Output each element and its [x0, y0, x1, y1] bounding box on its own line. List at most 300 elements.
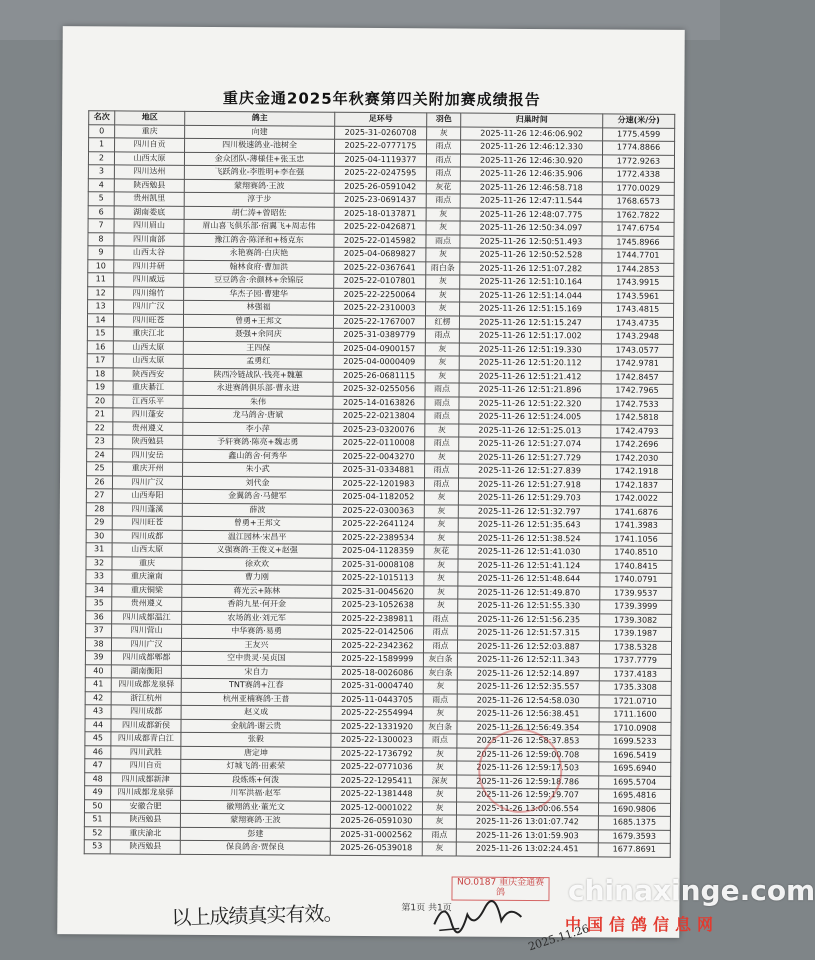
- region-cell: 重庆开州: [113, 462, 183, 476]
- region-cell: 安徽合肥: [110, 799, 180, 813]
- owner-cell: 刘代金: [182, 476, 332, 490]
- report-sheet: [57, 26, 685, 954]
- region-cell: 山西太原: [114, 151, 184, 165]
- ring-number-cell: 2025-23-0691437: [334, 193, 426, 207]
- region-cell: 重庆: [112, 556, 182, 570]
- feather-color-cell: 雨点: [425, 396, 459, 410]
- rank-cell: 8: [88, 232, 114, 246]
- region-cell: 山西太谷: [114, 246, 184, 260]
- region-cell: 重庆綦江: [113, 381, 183, 395]
- feather-color-cell: 雨点: [426, 234, 460, 248]
- ring-number-cell: 2025-22-1300023: [331, 733, 423, 747]
- owner-cell: 蒙翔赛鸽·王波: [180, 813, 330, 827]
- owner-cell: 予轩赛鸽·陈亮+魏志勇: [183, 435, 333, 449]
- owner-cell: 龙马鸽舍·唐斌: [183, 408, 333, 422]
- feather-color-cell: 灰: [424, 531, 458, 545]
- rank-cell: 3: [88, 165, 114, 179]
- ring-number-cell: 2025-32-0255056: [333, 382, 425, 396]
- feather-color-cell: 雨点: [425, 383, 459, 397]
- results-table: [84, 84, 676, 857]
- region-cell: 江西乐平: [113, 394, 183, 408]
- ring-number-cell: 2025-22-2389534: [332, 531, 424, 545]
- owner-cell: 飞跃鸽业-李胜明+李在强: [184, 165, 334, 179]
- arrival-time-cell: 2025-11-26 12:50:52.528: [460, 248, 602, 262]
- rank-cell: 6: [88, 205, 114, 219]
- rank-cell: 52: [84, 826, 110, 840]
- signature-date: 2025.11.26: [526, 921, 591, 954]
- ring-number-cell: 2025-22-2389811: [332, 612, 424, 626]
- ring-number-cell: 2025-26-0591030: [330, 814, 422, 828]
- speed-cell: 1737.7779: [599, 654, 671, 668]
- arrival-time-cell: 2025-11-26 12:51:27.918: [458, 478, 600, 492]
- arrival-time-cell: 2025-11-26 12:51:19.330: [459, 343, 601, 357]
- arrival-time-cell: 2025-11-26 12:46:58.718: [460, 181, 602, 195]
- rank-cell: 37: [86, 624, 112, 638]
- feather-color-cell: 雨点: [424, 612, 458, 626]
- rank-cell: 35: [86, 597, 112, 611]
- arrival-time-cell: 2025-11-26 12:46:30.920: [460, 154, 602, 168]
- region-cell: 贵州遵义: [112, 597, 182, 611]
- feather-color-cell: 雨点: [423, 693, 457, 707]
- region-cell: 重庆铜梁: [112, 583, 182, 597]
- owner-cell: 杭州亚楠赛鸽·王普: [181, 692, 331, 706]
- ring-number-cell: 2025-22-1589999: [331, 652, 423, 666]
- speed-cell: 1737.4183: [599, 667, 671, 681]
- owner-cell: 宋自力: [181, 665, 331, 679]
- rank-cell: 42: [85, 691, 111, 705]
- feather-color-cell: 灰白条: [423, 653, 457, 667]
- region-cell: 陕西西安: [113, 367, 183, 381]
- ring-number-cell: 2025-31-0002562: [330, 828, 422, 842]
- region-cell: 四川绵竹: [114, 286, 184, 300]
- owner-cell: 陕西冷链战队·钱亮+魏蕙: [183, 368, 333, 382]
- arrival-time-cell: 2025-11-26 13:02:24.451: [456, 842, 598, 856]
- feather-color-cell: 灰: [426, 221, 460, 235]
- ring-number-cell: 2025-22-2641124: [332, 517, 424, 531]
- feather-color-cell: 红楞: [425, 315, 459, 329]
- owner-cell: 川军洪福·赵军: [181, 786, 331, 800]
- owner-cell: 蒋光云+陈林: [182, 584, 332, 598]
- arrival-time-cell: 2025-11-26 12:58:37.853: [457, 734, 599, 748]
- ring-number-cell: 2025-22-0145982: [334, 234, 426, 248]
- rank-cell: 36: [86, 610, 112, 624]
- feather-color-cell: 灰: [422, 842, 456, 856]
- owner-cell: 空中贵灵·吴贞国: [181, 651, 331, 665]
- owner-cell: 保良鸽舍·贾保良: [180, 840, 330, 854]
- arrival-time-cell: 2025-11-26 12:46:06.902: [461, 127, 603, 141]
- speed-cell: 1679.3593: [598, 829, 670, 843]
- arrival-time-cell: 2025-11-26 13:00:06.554: [456, 802, 598, 816]
- ring-number-cell: 2025-22-0771036: [331, 760, 423, 774]
- ring-number-cell: 2025-22-1201983: [332, 477, 424, 491]
- rank-cell: 11: [88, 273, 114, 287]
- rank-cell: 48: [85, 772, 111, 786]
- ring-number-cell: 2025-22-0043270: [333, 450, 425, 464]
- speed-cell: 1743.5961: [602, 289, 674, 303]
- col-owner-header: 鸽主: [185, 111, 335, 125]
- col-color-header: 羽色: [427, 113, 461, 127]
- owner-cell: 农场鸽业·刘元军: [182, 611, 332, 625]
- col-speed-header: 分速(米/分): [603, 114, 675, 128]
- region-cell: 山西太原: [113, 340, 183, 354]
- arrival-time-cell: 2025-11-26 12:51:25.013: [459, 424, 601, 438]
- region-cell: 四川蓬溪: [112, 502, 182, 516]
- speed-cell: 1742.8457: [601, 370, 673, 384]
- feather-color-cell: 灰: [427, 126, 461, 140]
- rank-cell: 34: [86, 583, 112, 597]
- feather-color-cell: 灰白条: [423, 666, 457, 680]
- speed-cell: 1745.8966: [602, 235, 674, 249]
- arrival-time-cell: 2025-11-26 12:50:34.097: [460, 221, 602, 235]
- region-cell: 四川威远: [114, 273, 184, 287]
- rank-cell: 33: [86, 570, 112, 584]
- arrival-time-cell: 2025-11-26 12:52:03.887: [457, 640, 599, 654]
- rank-cell: 15: [87, 327, 113, 341]
- arrival-time-cell: 2025-11-26 12:48:07.775: [460, 208, 602, 222]
- owner-cell: 林强福: [184, 300, 334, 314]
- feather-color-cell: 灰: [424, 491, 458, 505]
- feather-color-cell: 灰: [423, 707, 457, 721]
- col-region-header: 地区: [115, 111, 185, 125]
- owner-cell: 徽翔鸽业·董光文: [180, 800, 330, 814]
- feather-color-cell: 灰: [426, 288, 460, 302]
- ring-number-cell: 2025-04-1182052: [332, 490, 424, 504]
- arrival-time-cell: 2025-11-26 12:51:07.282: [460, 262, 602, 276]
- speed-cell: 1743.4815: [602, 303, 674, 317]
- owner-cell: 唐定坤: [181, 746, 331, 760]
- ring-number-cell: 2025-12-0001022: [330, 801, 422, 815]
- arrival-time-cell: 2025-11-26 12:51:21.896: [459, 383, 601, 397]
- owner-cell: 中华赛鸽·易勇: [182, 624, 332, 638]
- region-cell: 四川眉山: [114, 219, 184, 233]
- rank-cell: 39: [85, 651, 111, 665]
- table-row: [84, 840, 670, 857]
- region-cell: 四川南部: [114, 232, 184, 246]
- feather-color-cell: 灰: [425, 450, 459, 464]
- table-body: [84, 124, 674, 857]
- ring-number-cell: 2025-31-0389779: [333, 328, 425, 342]
- rank-cell: 49: [85, 786, 111, 800]
- rank-cell: 18: [87, 367, 113, 381]
- ring-number-cell: 2025-22-1736792: [331, 747, 423, 761]
- owner-cell: 豫江鸽舍·陈泽和+杨克东: [184, 233, 334, 247]
- arrival-time-cell: 2025-11-26 12:51:21.412: [459, 370, 601, 384]
- speed-cell: 1742.2030: [601, 451, 673, 465]
- rank-cell: 19: [87, 381, 113, 395]
- owner-cell: 金众团队-薄様佳+张玉忠: [184, 152, 334, 166]
- speed-cell: 1739.3999: [600, 600, 672, 614]
- arrival-time-cell: 2025-11-26 12:50:51.493: [460, 235, 602, 249]
- rank-cell: 12: [88, 286, 114, 300]
- arrival-time-cell: 2025-11-26 12:51:27.074: [459, 437, 601, 451]
- rank-cell: 7: [88, 219, 114, 233]
- owner-cell: 蒙翔赛鸽·王波: [184, 179, 334, 193]
- region-cell: 贵州凯里: [114, 192, 184, 206]
- region-cell: 四川广汉: [111, 637, 181, 651]
- speed-cell: 1695.4816: [599, 789, 671, 803]
- speed-cell: 1711.1600: [599, 708, 671, 722]
- ring-number-cell: 2025-22-1331920: [331, 720, 423, 734]
- region-cell: 四川成都: [112, 529, 182, 543]
- speed-cell: 1741.6876: [600, 505, 672, 519]
- feather-color-cell: 灰: [423, 761, 457, 775]
- feather-color-cell: 灰: [426, 207, 460, 221]
- rank-cell: 1: [89, 138, 115, 152]
- rank-cell: 0: [89, 124, 115, 138]
- rank-cell: 21: [87, 408, 113, 422]
- region-cell: 四川成都郫都: [111, 651, 181, 665]
- speed-cell: 1741.1056: [600, 532, 672, 546]
- speed-cell: 1740.0791: [600, 573, 672, 587]
- arrival-time-cell: 2025-11-26 12:51:17.002: [459, 329, 601, 343]
- rank-cell: 40: [85, 664, 111, 678]
- feather-color-cell: 灰: [424, 585, 458, 599]
- arrival-time-cell: 2025-11-26 12:52:11.343: [457, 653, 599, 667]
- feather-color-cell: 灰: [426, 275, 460, 289]
- arrival-time-cell: 2025-11-26 12:46:12.330: [461, 140, 603, 154]
- speed-cell: 1695.5704: [599, 775, 671, 789]
- region-cell: 湖南娄底: [114, 205, 184, 219]
- feather-color-cell: 雨点: [425, 464, 459, 478]
- arrival-time-cell: 2025-11-26 13:01:59.903: [456, 829, 598, 843]
- region-cell: 四川成都龙泉驿: [111, 786, 181, 800]
- ring-number-cell: 2025-18-0137871: [334, 207, 426, 221]
- ring-number-cell: 2025-22-0110008: [333, 436, 425, 450]
- rank-cell: 29: [86, 516, 112, 530]
- region-cell: 四川自贡: [111, 759, 181, 773]
- col-rank-header: 名次: [89, 111, 115, 125]
- arrival-time-cell: 2025-11-26 12:51:15.247: [459, 316, 601, 330]
- region-cell: 山西太原: [113, 354, 183, 368]
- arrival-time-cell: 2025-11-26 12:56:49.354: [457, 721, 599, 735]
- ring-number-cell: 2025-22-2310003: [334, 301, 426, 315]
- owner-cell: 眉山喜飞俱乐部·宿翼飞+周志伟: [184, 219, 334, 233]
- page-number: 第1页 共1页: [401, 903, 452, 914]
- rank-cell: 31: [86, 543, 112, 557]
- owner-cell: 聂强+余同庆: [183, 327, 333, 341]
- speed-cell: 1710.0908: [599, 721, 671, 735]
- speed-cell: 1739.3082: [600, 613, 672, 627]
- owner-cell: 孟勇红: [183, 354, 333, 368]
- ring-number-cell: 2025-04-1119377: [334, 153, 426, 167]
- ring-number-cell: 2025-31-0008108: [332, 558, 424, 572]
- arrival-time-cell: 2025-11-26 12:51:32.797: [458, 505, 600, 519]
- feather-color-cell: 灰: [423, 680, 457, 694]
- arrival-time-cell: 2025-11-26 12:51:57.315: [458, 626, 600, 640]
- owner-cell: 段炼炼+何泼: [181, 773, 331, 787]
- speed-cell: 1744.7701: [602, 249, 674, 263]
- rank-cell: 25: [87, 462, 113, 476]
- feather-color-cell: 雨点: [425, 437, 459, 451]
- region-cell: 四川成都温江: [112, 610, 182, 624]
- speed-cell: 1690.9806: [598, 802, 670, 816]
- feather-color-cell: 雨白条: [426, 261, 460, 275]
- region-cell: 四川成都新侯: [111, 718, 181, 732]
- feather-color-cell: 灰: [424, 599, 458, 613]
- owner-cell: 徐欢欢: [182, 557, 332, 571]
- speed-cell: 1742.7533: [601, 397, 673, 411]
- ring-number-cell: 2025-04-0900157: [333, 342, 425, 356]
- ring-number-cell: 2025-22-1381448: [331, 787, 423, 801]
- feather-color-cell: 灰: [422, 815, 456, 829]
- ring-number-cell: 2025-26-0591042: [334, 180, 426, 194]
- speed-cell: 1742.2696: [601, 438, 673, 452]
- region-cell: 重庆潼南: [112, 570, 182, 584]
- arrival-time-cell: 2025-11-26 12:51:24.005: [459, 410, 601, 424]
- rank-cell: 32: [86, 556, 112, 570]
- region-cell: 四川安岳: [113, 448, 183, 462]
- col-ring-header: 足环号: [335, 112, 427, 126]
- rank-cell: 47: [85, 759, 111, 773]
- feather-color-cell: 雨点: [427, 140, 461, 154]
- feather-color-cell: 灰: [423, 788, 457, 802]
- owner-cell: 香韵九星·何开金: [182, 597, 332, 611]
- region-cell: 山西寿阳: [112, 489, 182, 503]
- speed-cell: 1742.5818: [601, 411, 673, 425]
- speed-cell: 1696.5419: [599, 748, 671, 762]
- ring-number-cell: 2025-22-2342362: [331, 639, 423, 653]
- region-cell: 四川达州: [114, 165, 184, 179]
- ring-number-cell: 2025-22-0213804: [333, 409, 425, 423]
- speed-cell: 1699.5233: [599, 735, 671, 749]
- ring-number-cell: 2025-04-0689827: [334, 247, 426, 261]
- owner-cell: 义强赛鸽·王俊义+赵强: [182, 543, 332, 557]
- speed-cell: 1775.4599: [603, 127, 675, 141]
- owner-cell: 鑫山鸽舍·何秀华: [183, 449, 333, 463]
- ring-number-cell: 2025-31-0260708: [335, 126, 427, 140]
- speed-cell: 1743.0577: [601, 343, 673, 357]
- feather-color-cell: 灰: [424, 572, 458, 586]
- arrival-time-cell: 2025-11-26 12:51:20.112: [459, 356, 601, 370]
- ring-number-cell: 2025-22-1767007: [333, 315, 425, 329]
- owner-cell: TNT赛鸽+江春: [181, 678, 331, 692]
- region-cell: 陕西勉县: [110, 840, 180, 854]
- ring-number-cell: 2025-26-0681115: [333, 369, 425, 383]
- owner-cell: 灯城飞鸽·田素荣: [181, 759, 331, 773]
- speed-cell: 1735.3308: [599, 681, 671, 695]
- owner-cell: 李小萍: [183, 422, 333, 436]
- speed-cell: 1774.8866: [603, 141, 675, 155]
- region-cell: 四川成都新津: [111, 772, 181, 786]
- feather-color-cell: 灰: [426, 302, 460, 316]
- arrival-time-cell: 2025-11-26 12:51:38.524: [458, 532, 600, 546]
- watermark-subtitle: 中国信鸽信息网: [565, 915, 720, 934]
- feather-color-cell: 深灰: [423, 774, 457, 788]
- rectangular-stamp: NO.0187 重庆金通赛鸽: [451, 876, 549, 901]
- arrival-time-cell: 2025-11-26 12:51:15.169: [460, 302, 602, 316]
- arrival-time-cell: 2025-11-26 12:51:27.729: [459, 451, 601, 465]
- arrival-time-cell: 2025-11-26 12:51:14.044: [460, 289, 602, 303]
- ring-number-cell: 2025-31-0045620: [332, 585, 424, 599]
- ring-number-cell: 2025-31-0004740: [331, 679, 423, 693]
- rank-cell: 13: [88, 300, 114, 314]
- arrival-time-cell: 2025-11-26 12:51:22.320: [459, 397, 601, 411]
- feather-color-cell: 雨点: [423, 734, 457, 748]
- arrival-time-cell: 2025-11-26 12:47:11.544: [460, 194, 602, 208]
- feather-color-cell: 灰: [425, 342, 459, 356]
- feather-color-cell: 灰: [423, 747, 457, 761]
- arrival-time-cell: 2025-11-26 12:51:10.164: [460, 275, 602, 289]
- speed-cell: 1685.1375: [598, 816, 670, 830]
- rank-cell: 50: [84, 799, 110, 813]
- owner-cell: 彭建: [180, 827, 330, 841]
- owner-cell: 王友兴: [181, 638, 331, 652]
- owner-cell: 曹力刚: [182, 570, 332, 584]
- speed-cell: 1744.2853: [602, 262, 674, 276]
- region-cell: 四川广汉: [114, 300, 184, 314]
- ring-number-cell: 2025-26-0539018: [330, 841, 422, 855]
- ring-number-cell: 2025-23-1052638: [332, 598, 424, 612]
- owner-cell: 华杰子园·曹建华: [184, 287, 334, 301]
- region-cell: 山西太原: [112, 543, 182, 557]
- rank-cell: 10: [88, 259, 114, 273]
- ring-number-cell: 2025-22-0142506: [332, 625, 424, 639]
- owner-cell: 永进赛鸽俱乐部·曹永进: [183, 381, 333, 395]
- feather-color-cell: 灰: [425, 423, 459, 437]
- ring-number-cell: 2025-22-2250064: [334, 288, 426, 302]
- ring-number-cell: 2025-14-0163826: [333, 396, 425, 410]
- ring-number-cell: 2025-22-1015113: [332, 571, 424, 585]
- speed-cell: 1739.9537: [600, 586, 672, 600]
- arrival-time-cell: 2025-11-26 12:51:56.235: [458, 613, 600, 627]
- owner-cell: 曾勇+王邦文: [182, 516, 332, 530]
- rank-cell: 45: [85, 732, 111, 746]
- region-cell: 重庆: [115, 124, 185, 138]
- speed-cell: 1743.4735: [601, 316, 673, 330]
- region-cell: 陕西勉县: [114, 178, 184, 192]
- arrival-time-cell: 2025-11-26 13:01:07.742: [456, 815, 598, 829]
- feather-color-cell: 雨点: [426, 167, 460, 181]
- owner-cell: 淳于步: [184, 192, 334, 206]
- region-cell: 四川广汉: [112, 475, 182, 489]
- owner-cell: 四川极速鸽业-池树全: [185, 138, 335, 152]
- speed-cell: 1762.7822: [602, 208, 674, 222]
- feather-color-cell: 雨点: [425, 329, 459, 343]
- feather-color-cell: 雨点: [426, 194, 460, 208]
- speed-cell: 1739.1987: [600, 627, 672, 641]
- arrival-time-cell: 2025-11-26 12:51:27.839: [459, 464, 601, 478]
- speed-cell: 1738.5328: [599, 640, 671, 654]
- region-cell: 浙江杭州: [111, 691, 181, 705]
- rank-cell: 53: [84, 840, 110, 854]
- handwritten-note: 以上成绩真实有效。: [171, 900, 343, 930]
- rank-cell: 23: [87, 435, 113, 449]
- region-cell: 四川成都青白江: [111, 732, 181, 746]
- speed-cell: 1742.7965: [601, 384, 673, 398]
- rank-cell: 30: [86, 529, 112, 543]
- feather-color-cell: 灰: [425, 356, 459, 370]
- region-cell: 四川营山: [112, 624, 182, 638]
- ring-number-cell: 2025-04-0000409: [333, 355, 425, 369]
- arrival-time-cell: 2025-11-26 12:51:41.124: [458, 559, 600, 573]
- owner-cell: 朱伟: [183, 395, 333, 409]
- speed-cell: 1742.9781: [601, 357, 673, 371]
- speed-cell: 1721.0710: [599, 694, 671, 708]
- speed-cell: 1740.8415: [600, 559, 672, 573]
- feather-color-cell: 灰: [426, 248, 460, 262]
- owner-cell: 温江园林·宋昌平: [182, 530, 332, 544]
- rank-cell: 46: [85, 745, 111, 759]
- red-seal-stamp: [478, 729, 563, 814]
- ring-number-cell: 2025-23-0320076: [333, 423, 425, 437]
- speed-cell: 1743.9915: [602, 276, 674, 290]
- arrival-time-cell: 2025-11-26 12:51:41.030: [458, 545, 600, 559]
- arrival-time-cell: 2025-11-26 12:56:38.451: [457, 707, 599, 721]
- ring-number-cell: 2025-22-0300363: [332, 504, 424, 518]
- region-cell: 湖南衡阳: [111, 664, 181, 678]
- region-cell: 四川旺苍: [112, 516, 182, 530]
- arrival-time-cell: 2025-11-26 12:52:35.557: [457, 680, 599, 694]
